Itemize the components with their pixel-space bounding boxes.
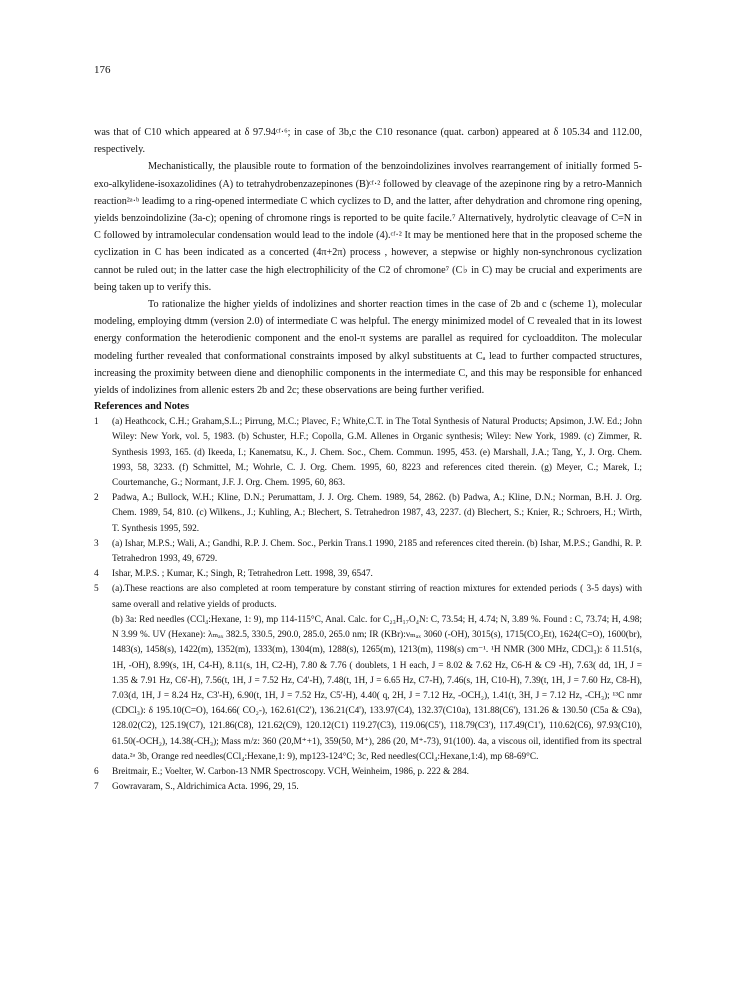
references-list — [94, 415, 642, 795]
paragraph-molecular-modeling: To rationalize the higher yields of indolizines and shorter reaction times in the case of 2b and c (scheme 1), molecular modeling, employing dtmm (version 2.0) of intermediate C was helpful. The energy minimized model of C revealed that in its lowest energy conformation the heterodienic component and the enol-π systems are parallel as required for cycloadditon. The molecular modeling further revealed that conformational constraints imposed by alkyl substituents at Cₐ lead to further compacted structures, increasing the proximity between diene and dienophilic components in the intermediate C, and this may be responsible for enhanced yields of indolizines from allenic esters 2b and 2c; these observations are being further verified. — [94, 299, 642, 397]
reference-number: 6 — [94, 766, 99, 777]
reference-text: (a).These reactions are also completed at room temperature by constant stirring of reaction mixtures for extended periods ( 3-5 days) with same overall and relative yields of products. — [112, 584, 642, 610]
reference-5b — [94, 613, 642, 765]
reference-number: 1 — [94, 417, 99, 428]
page-number: 176 — [94, 64, 111, 76]
reference-number: 4 — [94, 569, 99, 580]
reference-number: 5 — [94, 584, 99, 595]
reference-4 — [94, 567, 642, 582]
reference-2 — [94, 491, 642, 537]
page-body — [94, 124, 642, 795]
reference-text: (a) Ishar, M.P.S.; Wali, A.; Gandhi, R.P. J. Chem. Soc., Perkin Trans.1 1990, 2185 and references cited therein. (b) Ishar, M.P.S.; Gandhi, R. P. Tetrahedron 1993, 49, 6729. — [112, 538, 642, 565]
reference-number: 3 — [94, 538, 99, 549]
reference-number: 2 — [94, 493, 99, 504]
reference-text: Padwa, A.; Bullock, W.H.; Kline, D.N.; Perumattam, J. J. Org. Chem. 1989, 54, 2862. (b) Padwa, A.; Kline, D.N.; Norman, B.H. J. Org. Chem. 1989, 54, 810. (c) Wilkens., J.; Kuhling, A.; Blechert, S. Tetrahedron 1987, 43, 2237. (d) Blechert, S.; Knier, R.; Schroers, H.; Wirth, T. Synthesis 1995, 592. — [112, 493, 642, 534]
reference-text: (a) Heathcock, C.H.; Graham,S.L.; Pirrung, M.C.; Plavec, F.; White,C.T. in The Total Synthesis of Natural Products; Apsimon, J.W. Ed.; John Wiley: New York, vol. 5, 1983. (b) Schuster, H.F.; Copolla, G.M. Allenes in Organic synthesis; Wiley: New York, 1989. (c) Zimmer, R. Synthesis 1993, 165. (d) Ikeeda, I.; Kanematsu, K., J. Chem. Soc., Chem. Commun. 1995, 453. (e) Marshall, J.A.; Tang, Y., J. Org. Chem. 1993, 58, 3233. (f) Schmittel, M.; Wohrle, C. J. Org. Chem. 1995, 60, 8223 and references cited therein. (g) Meyer, C.; Marek, I.; Courtemanche, G.; Normant, J.F. J. Org. Chem. 1995, 60, 863. — [112, 417, 642, 489]
references-heading: References and Notes — [94, 401, 190, 413]
reference-number: 7 — [94, 782, 99, 793]
paragraph-c10-resonance: was that of C10 which appeared at δ 97.94ᶜᶠ·⁶; in case of 3b,c the C10 resonance (quat. carbon) appeared at δ 105.34 and 112.00, respectively. — [94, 127, 642, 156]
reference-text: (b) 3a: Red needles (CCl₄:Hexane, 1: 9), mp 114-115°C, Anal. Calc. for C₂₃H₁₇O₄N: C, 73.54; H, 4.74; N, 3.89 %. Found : C, 73.74; H, 4.98; N 3.99 %. UV (Hexane): λₘₐₓ 382.5, 330.5, 290.0, 285.0, 265.0 nm; IR (KBr):νₘₐₓ 3060 (-OH), 3015(s), 1715(CO₂Et), 1624(C=O), 1600(br), 1483(s), 1458(s), 1422(m), 1352(m), 1333(m), 1304(m), 1288(s), 1265(m), 1213(m), 1198(s) cm⁻¹. ¹H NMR (300 MHz, CDCl₃): δ 11.51(s, 1H, -OH), 8.99(s, 1H, C4-H), 8.11(s, 1H, C2-H), 7.80 & 7.76 ( doublets, 1 H each, J = 8.02 & 7.62 Hz, C6-H & C9 -H), 7.63( dd, 1H, J = 1.35 & 7.91 Hz, C6'-H), 7.56(t, 1H, J = 7.52 Hz, C4'-H), 7.48(t, 1H, J = 6.65 Hz, C7-H), 7.46(s, 1H, C10-H), 7.39(t, 1H, J = 7.60 Hz, C8-H), 7.03(d, 1H, J = 8.24 Hz, C3'-H), 6.90(t, 1H, J = 7.52 Hz, C5'-H), 4.40( q, 2H, J = 7.12 Hz, -OCH₂), 1.41(t, 3H, J = 7.12 Hz, -CH₃); ¹³C nmr (CDCl₃): δ 195.10(C=O), 164.66( CO₂-), 162.61(C2'), 136.21(C4'), 133.97(C4), 132.37(C10a), 131.88(C6'), 131.26 & 130.50 (C5a & C9a), 128.02(C2), 125.19(C7), 121.86(C8), 121.62(C9), 120.12(C1) 119.27(C3), 119.06(C5'), 118.79(C3'), 117.49(C1'), 110.62(C6), 97.93(C10), 61.50(-OCH₂), 14.38(-CH₃); Mass m/z: 360 (20,M⁺+1), 359(50, M⁺), 286 (20, M⁺-73), 91(100). 4a, a viscous oil, identified from its spectral data.²ᵃ 3b, Orange red needles(CCl₄:Hexane,1: 9), mp123-124°C; 3c, Red needles(CCl₄:Hexane,1:4), mp 68-69°C. — [112, 614, 642, 762]
reference-6 — [94, 765, 642, 780]
reference-text: Breitmair, E.; Voelter, W. Carbon-13 NMR Spectroscopy. VCH, Weinheim, 1986, p. 222 & 284. — [112, 766, 469, 777]
reference-3 — [94, 537, 642, 567]
reference-7 — [94, 780, 642, 795]
reference-5a — [94, 582, 642, 612]
reference-1 — [94, 415, 642, 491]
reference-text: Gowravaram, S., Aldrichimica Acta. 1996, 29, 15. — [112, 782, 299, 793]
paragraph-mechanism: Mechanistically, the plausible route to formation of the benzoindolizines involves rearrangement of initially formed 5-exo-alkylidene-isoxazolidines (A) to tetrahydrobenzazepinones (B)ᶜᶠ·² followed by cleavage of the azepinone ring by a retro-Mannich reaction²ᵃ·ᵇ leadimg to a ring-opened intermediate C which cyclizes to D, and the latter, after dehydration and chromone ring opening, yields benzoindolizine (3a-c); opening of chromone rings is reported to be quite facile.⁷ Alternatively, hydrolytic cleavage of C=N in C followed by intramolecular condensation would lead to the indole (4).ᶜᶠ·² It may be mentioned here that in the proposed scheme the cyclization in C has been indicated as a concerted (4π+2π) process , however, a stepwise or highly non-synchronous cyclization cannot be ruled out; in the latter case the high electrophilicity of the C2 of chromone⁷ (C♭ in C) may be crucial and experiments are being taken up to verify this. — [94, 161, 642, 293]
reference-text: Ishar, M.P.S. ; Kumar, K.; Singh, R; Tetrahedron Lett. 1998, 39, 6547. — [112, 569, 373, 580]
